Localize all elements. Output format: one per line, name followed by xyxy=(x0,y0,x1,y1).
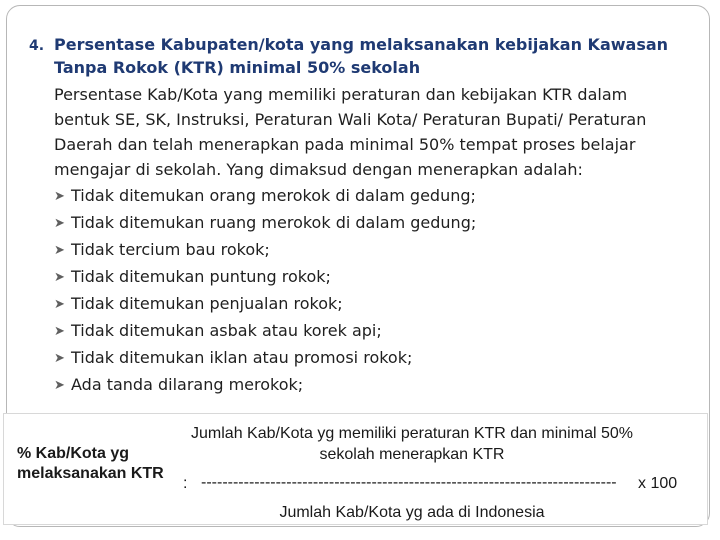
criteria-text: Tidak ditemukan penjualan rokok; xyxy=(71,294,343,313)
arrow-bullet-icon: ➤ xyxy=(54,297,65,312)
arrow-bullet-icon: ➤ xyxy=(54,270,65,285)
criteria-item xyxy=(54,237,476,264)
criteria-item xyxy=(54,291,476,318)
criteria-text: Tidak ditemukan ruang merokok di dalam gedung; xyxy=(71,213,477,232)
criteria-text: Tidak ditemukan asbak atau korek api; xyxy=(71,321,382,340)
arrow-bullet-icon: ➤ xyxy=(54,243,65,258)
formula-fraction-line: ------------------------------------------------------------------------------ xyxy=(201,474,617,491)
formula-colon: : xyxy=(183,475,188,492)
formula-numerator: Jumlah Kab/Kota yg memiliki peraturan KTR dan minimal 50% sekolah menerapkan KTR xyxy=(191,425,633,463)
formula-multiplier: x 100 xyxy=(638,475,678,492)
formula-denominator: Jumlah Kab/Kota yg ada di Indonesia xyxy=(279,504,545,521)
criteria-item xyxy=(54,318,476,345)
criteria-text: Tidak ditemukan orang merokok di dalam gedung; xyxy=(71,186,476,205)
criteria-text: Tidak tercium bau rokok; xyxy=(71,240,270,259)
criteria-text: Tidak ditemukan puntung rokok; xyxy=(71,267,331,286)
criteria-text: Ada tanda dilarang merokok; xyxy=(71,375,304,394)
arrow-bullet-icon: ➤ xyxy=(54,378,65,393)
criteria-item xyxy=(54,372,476,399)
criteria-text: Tidak ditemukan iklan atau promosi rokok; xyxy=(71,348,413,367)
indicator-description: Persentase Kab/Kota yang memiliki peraturan dan kebijakan KTR dalam bentuk SE, SK, Instruksi, Peraturan Wali Kota/ Peraturan Bupati/ Peraturan Daerah dan telah menerapkan pada minimal 50% tempat proses belajar mengajar di sekolah. Yang dimaksud dengan menerapkan adalah: xyxy=(54,85,647,179)
arrow-bullet-icon: ➤ xyxy=(54,189,65,204)
criteria-item xyxy=(54,183,476,210)
formula-label: % Kab/Kota yg melaksanakan KTR xyxy=(17,445,164,482)
criteria-list xyxy=(54,183,476,399)
criteria-item xyxy=(54,345,476,372)
indicator-heading: Persentase Kabupaten/kota yang melaksanakan kebijakan Kawasan Tanpa Rokok (KTR) minimal 50% sekolah xyxy=(54,35,669,77)
heading-number: 4. xyxy=(29,38,45,54)
arrow-bullet-icon: ➤ xyxy=(54,216,65,231)
criteria-item xyxy=(54,264,476,291)
arrow-bullet-icon: ➤ xyxy=(54,324,65,339)
criteria-item xyxy=(54,210,476,237)
arrow-bullet-icon: ➤ xyxy=(54,351,65,366)
